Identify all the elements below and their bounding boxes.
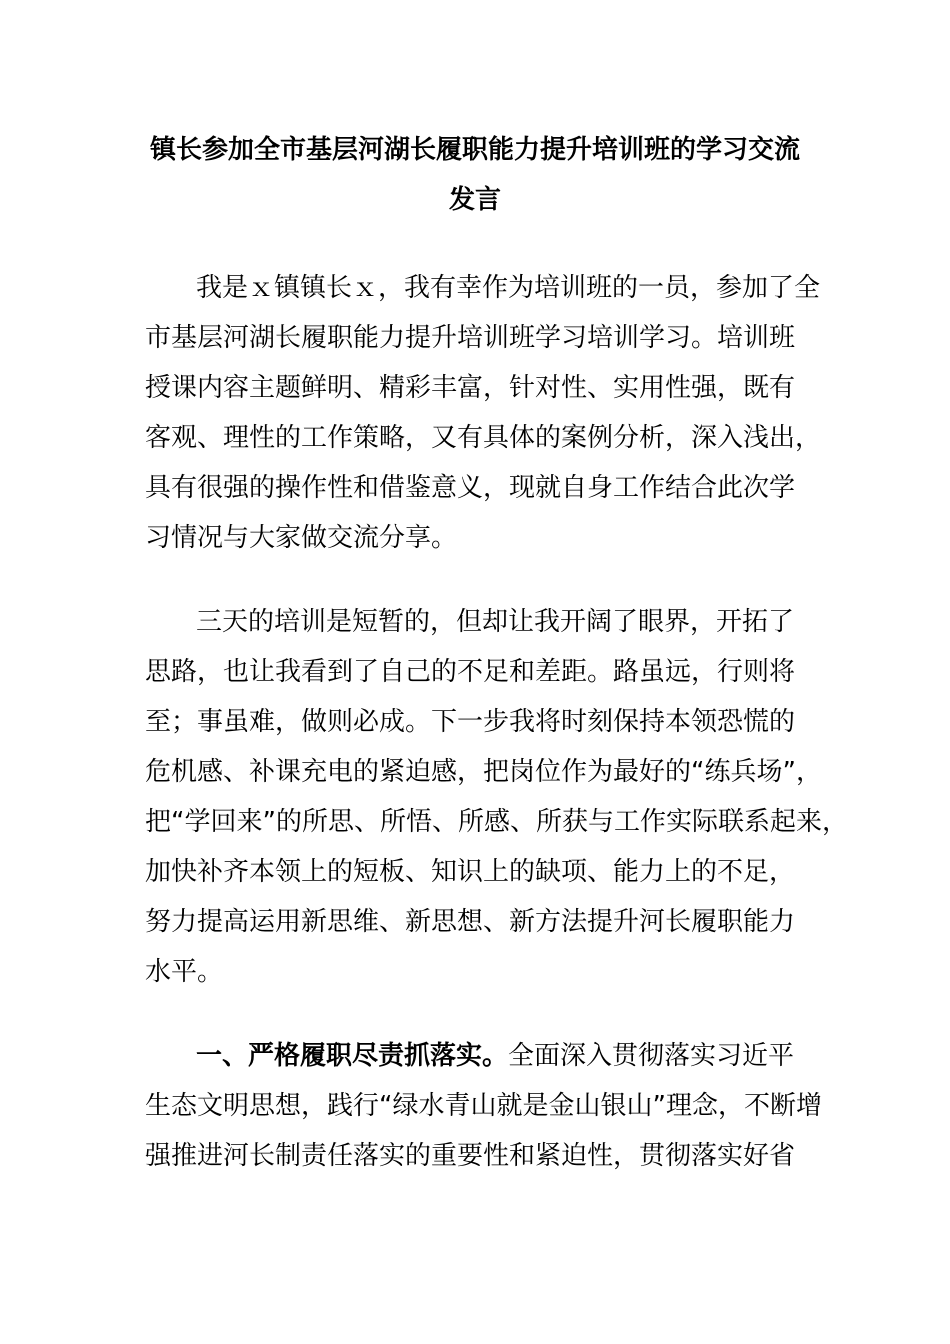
paragraph-3-line-2: 生态文明思想，践行“绿水青山就是金山银山”理念，不断增 — [145, 1091, 822, 1121]
paragraph-1-line-1: 我是ｘ镇镇长ｘ，我有幸作为培训班的一员，参加了全 — [196, 273, 821, 303]
paragraph-2-line-1: 三天的培训是短暂的，但却让我开阔了眼界，开拓了 — [196, 607, 795, 637]
paragraph-3-line-1 — [196, 1040, 794, 1072]
paragraph-2-line-4: 危机感、补课充电的紧迫感，把岗位作为最好的“练兵场”， — [145, 757, 822, 787]
document-title-line-2: 发言 — [448, 185, 501, 215]
paragraph-2-line-2: 思路，也让我看到了自己的不足和差距。路虽远，行则将 — [145, 657, 796, 687]
paragraph-3-line-3: 强推进河长制责任落实的重要性和紧迫性，贯彻落实好省 — [145, 1141, 796, 1171]
paragraph-1-line-4: 客观、理性的工作策略，又有具体的案例分析，深入浅出， — [145, 423, 822, 453]
paragraph-1-line-5: 具有很强的操作性和借鉴意义，现就自身工作结合此次学 — [145, 473, 796, 503]
paragraph-3-line-1-text: 全面深入贯彻落实习近平 — [508, 1041, 795, 1071]
paragraph-2-line-6: 加快补齐本领上的短板、知识上的缺项、能力上的不足， — [145, 857, 796, 887]
section-heading: 一、严格履职尽责抓落实。 — [196, 1041, 509, 1071]
paragraph-2-line-8: 水平。 — [145, 957, 224, 987]
paragraph-1-line-2: 市基层河湖长履职能力提升培训班学习培训学习。培训班 — [145, 323, 796, 353]
paragraph-2-line-3: 至；事虽难，做则必成。下一步我将时刻保持本领恐慌的 — [145, 707, 796, 737]
paragraph-2-line-7: 努力提高运用新思维、新思想、新方法提升河长履职能力 — [145, 907, 796, 937]
paragraph-1-line-3: 授课内容主题鲜明、精彩丰富，针对性、实用性强，既有 — [145, 373, 796, 403]
paragraph-1-line-6: 习情况与大家做交流分享。 — [145, 523, 458, 553]
document-title-line-1: 镇长参加全市基层河湖长履职能力提升培训班的学习交流 — [149, 135, 800, 165]
paragraph-2-line-5: 把“学回来”的所思、所悟、所感、所获与工作实际联系起来， — [145, 807, 848, 837]
